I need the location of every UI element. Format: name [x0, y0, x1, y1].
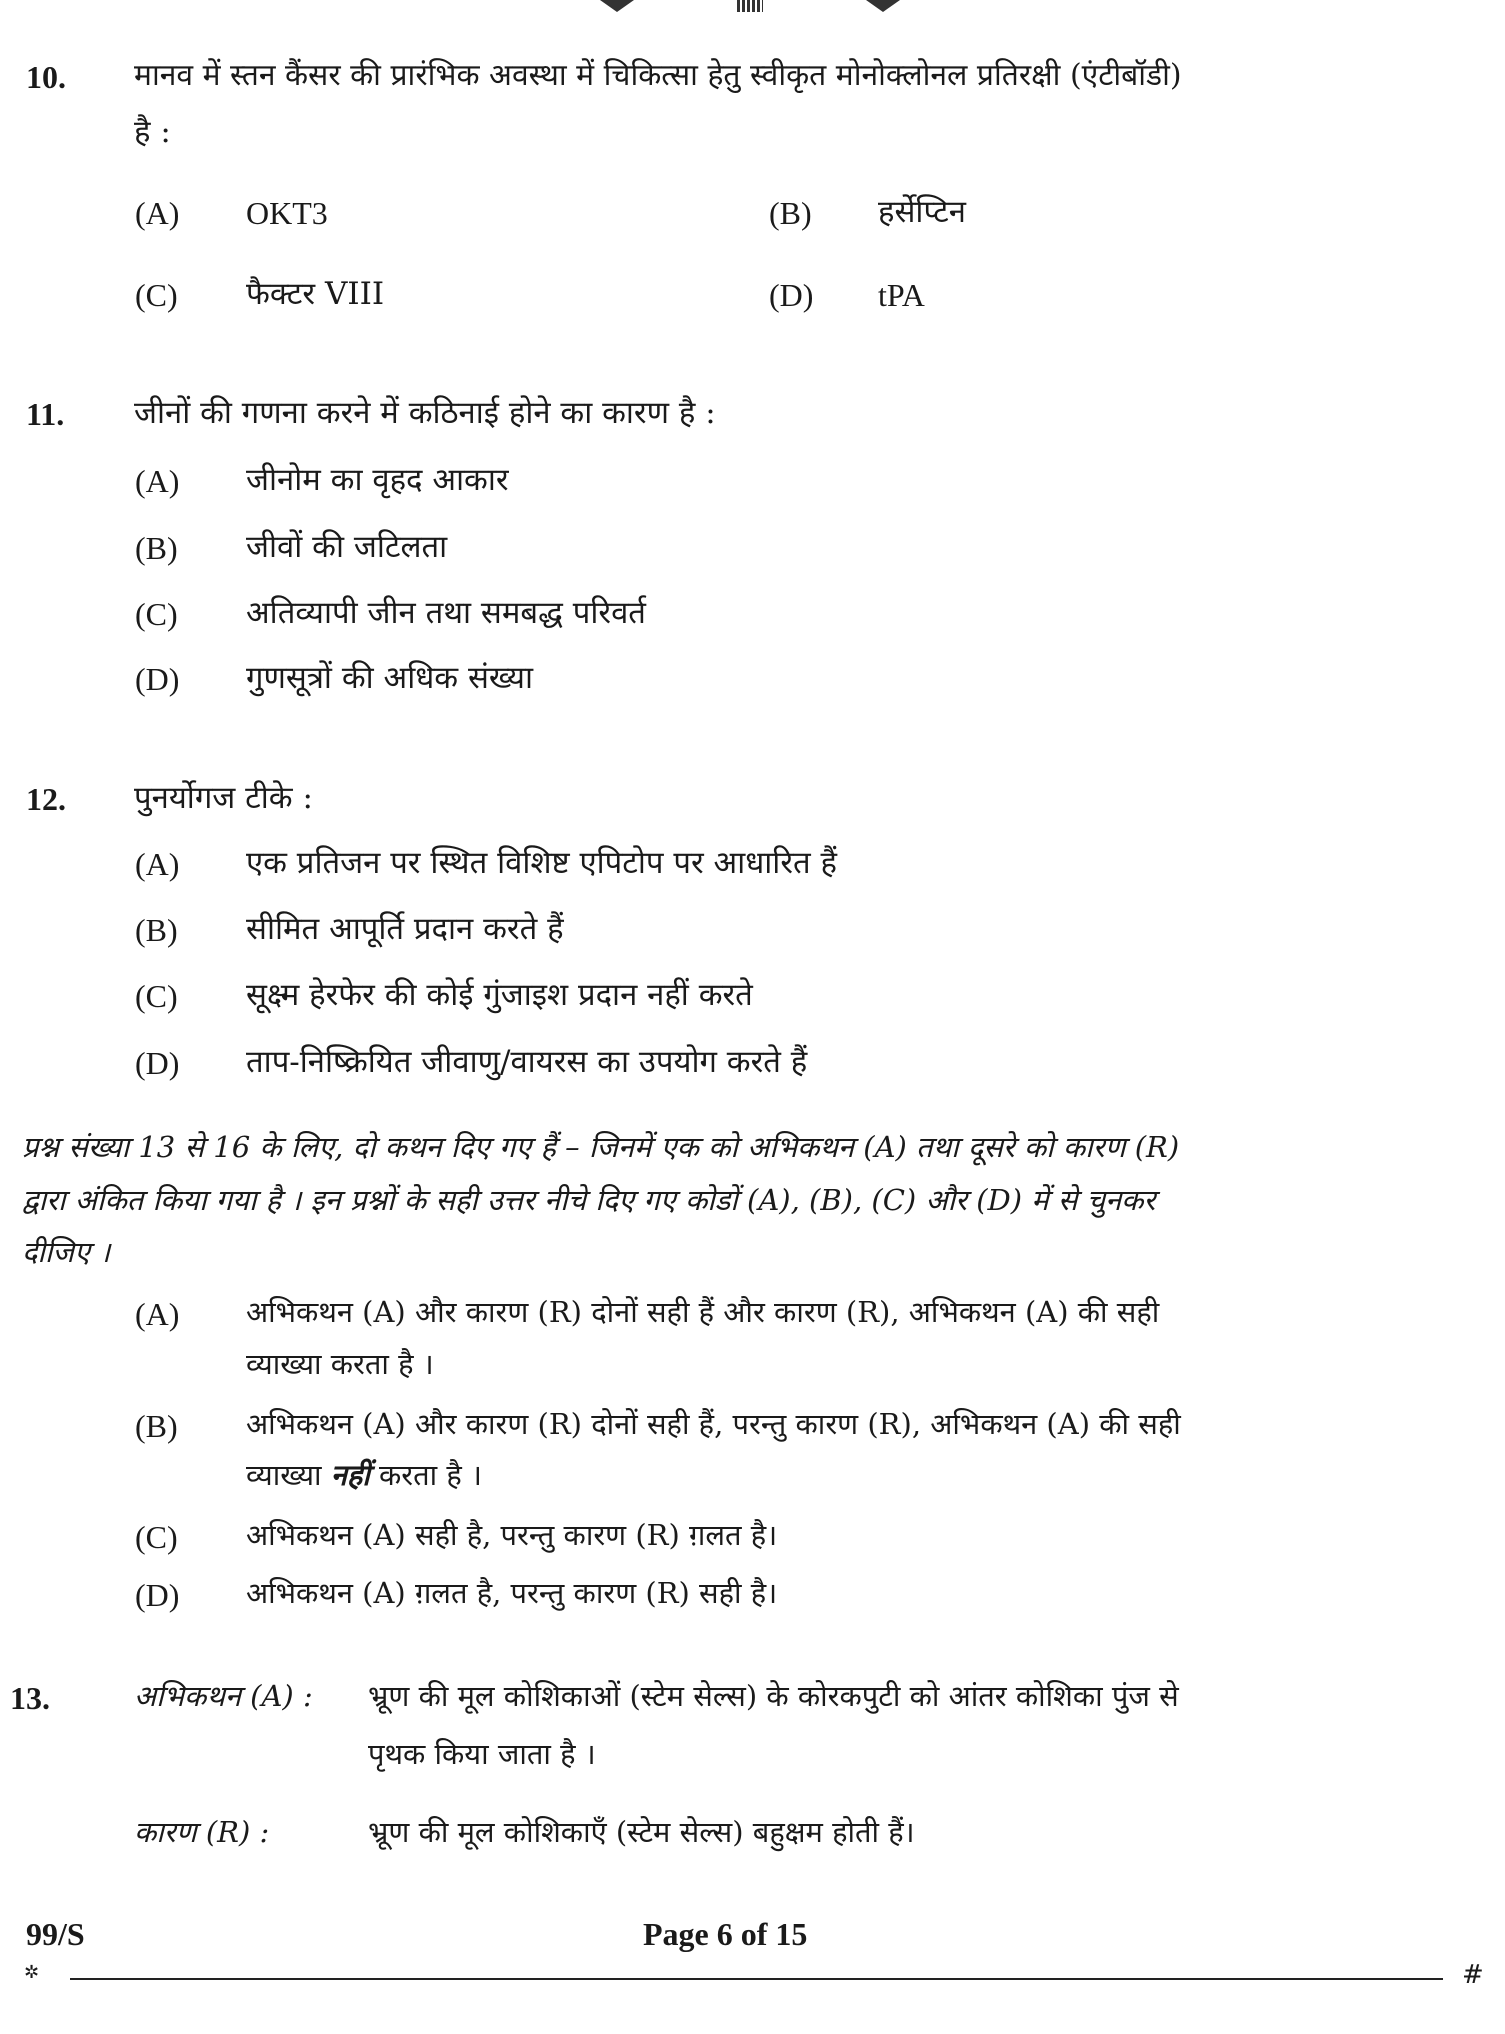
question-text: पुनर्योगज टीके : [134, 780, 313, 816]
code-text: अभिकथन (A) और कारण (R) दोनों सही हैं, परन्तु कारण (R), अभिकथन (A) की सही [246, 1407, 1181, 1441]
option-text: जीवों की जटिलता [246, 529, 448, 565]
instruction-text: द्वारा अंकित किया गया है । इन प्रश्नों के सही उत्तर नीचे दिए गए कोडों (A), (B), (C) और (D) में से चुनकर [22, 1183, 1156, 1217]
star-icon: ✲ [24, 1962, 40, 1983]
reason-label: कारण (R) : [134, 1815, 270, 1849]
question-text: जीनों की गणना करने में कठिनाई होने का कारण है : [134, 395, 716, 431]
instruction-text: प्रश्न संख्या 13 से 16 के लिए, दो कथन दिए गए हैं – जिनमें एक को अभिकथन (A) तथा दूसरे को कारण (R) [22, 1130, 1180, 1164]
option-text: एक प्रतिजन पर स्थित विशिष्ट एपिटोप पर आधारित हैं [246, 845, 837, 881]
option-text: हर्सेप्टिन [878, 194, 966, 230]
option-label: (D) [135, 1045, 180, 1081]
decoration-icon [600, 0, 634, 12]
option-label: (C) [135, 978, 178, 1014]
question-number: 13. [10, 1680, 50, 1716]
assertion-label: अभिकथन (A) : [134, 1679, 313, 1713]
qr-code-icon [737, 0, 763, 12]
code-text: अभिकथन (A) ग़लत है, परन्तु कारण (R) सही है। [246, 1576, 778, 1610]
hash-mark: # [1462, 1960, 1484, 1990]
code-text-part: व्याख्या [246, 1458, 331, 1492]
option-label: (B) [769, 195, 812, 231]
code-label: (B) [135, 1408, 178, 1444]
option-label: (A) [135, 463, 180, 499]
option-label: (D) [135, 661, 180, 697]
option-label: (C) [135, 596, 178, 632]
option-label: (B) [135, 530, 178, 566]
code-label: (D) [135, 1577, 180, 1613]
option-text: फैक्टर VIII [246, 276, 385, 312]
footer-divider [70, 1978, 1443, 1980]
option-label: (B) [135, 912, 178, 948]
option-label: (A) [135, 846, 180, 882]
decoration-icon [866, 0, 900, 12]
emphasis-not: नहीं [330, 1458, 370, 1492]
option-text: tPA [878, 277, 925, 313]
option-text: सीमित आपूर्ति प्रदान करते हैं [246, 911, 564, 947]
question-number: 11. [26, 396, 65, 432]
code-text: व्याख्या करता है । [246, 1347, 434, 1381]
question-text: है : [134, 114, 171, 150]
assertion-text: भ्रूण की मूल कोशिकाओं (स्टेम सेल्स) के कोरकपुटी को आंतर कोशिका पुंज से [368, 1679, 1179, 1713]
code-label: (A) [135, 1296, 180, 1332]
page-number: Page 6 of 15 [643, 1916, 808, 1952]
paper-code: 99/S [26, 1916, 85, 1952]
assertion-text: पृथक किया जाता है । [368, 1737, 596, 1771]
code-text: अभिकथन (A) और कारण (R) दोनों सही हैं और कारण (R), अभिकथन (A) की सही [246, 1295, 1160, 1329]
option-label: (D) [769, 277, 814, 313]
question-text: मानव में स्तन कैंसर की प्रारंभिक अवस्था में चिकित्सा हेतु स्वीकृत मोनोक्लोनल प्रतिरक्षी (एंटीबॉडी) [134, 58, 1182, 93]
option-label: (C) [135, 277, 178, 313]
question-number: 12. [26, 781, 66, 817]
instruction-text: दीजिए । [22, 1235, 111, 1269]
code-label: (C) [135, 1519, 178, 1555]
option-text: ताप-निष्क्रियित जीवाणु/वायरस का उपयोग करते हैं [246, 1044, 808, 1080]
header-marks [600, 0, 900, 14]
option-text: OKT3 [246, 195, 328, 231]
code-text-part: करता है । [369, 1458, 483, 1492]
option-label: (A) [135, 195, 180, 231]
option-text: जीनोम का वृहद आकार [246, 462, 509, 498]
option-text: अतिव्यापी जीन तथा समबद्ध परिवर्त [246, 595, 646, 631]
question-number: 10. [26, 59, 66, 95]
option-text: सूक्ष्म हेरफेर की कोई गुंजाइश प्रदान नहीं करते [246, 977, 753, 1013]
code-text: अभिकथन (A) सही है, परन्तु कारण (R) ग़लत है। [246, 1518, 778, 1552]
code-text [246, 1458, 482, 1493]
option-text: गुणसूत्रों की अधिक संख्या [246, 660, 534, 696]
reason-text: भ्रूण की मूल कोशिकाएँ (स्टेम सेल्स) बहुक्षम होती हैं। [368, 1815, 915, 1849]
